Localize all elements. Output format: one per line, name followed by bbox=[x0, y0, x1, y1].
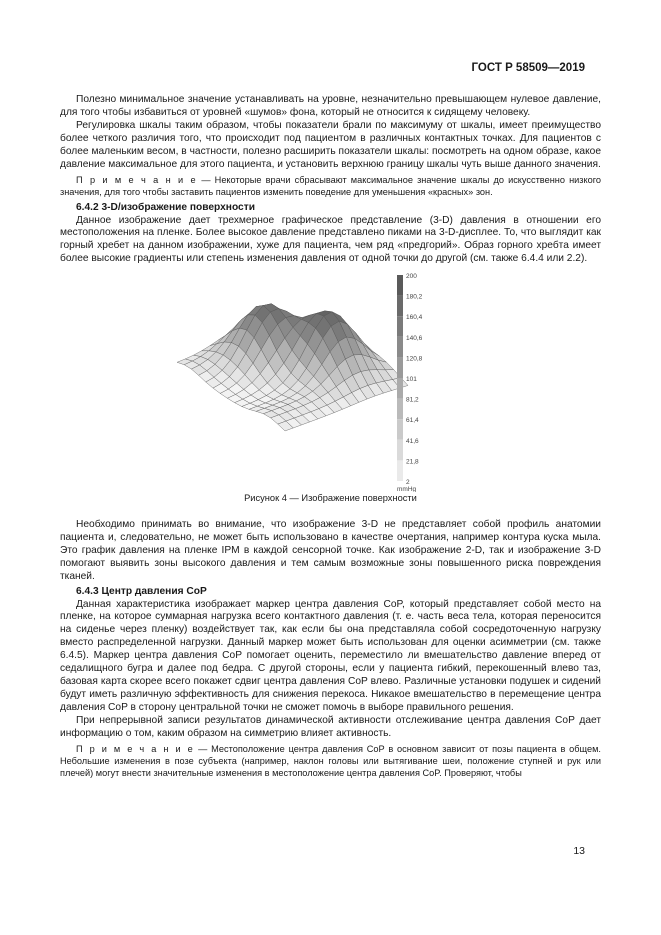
scale-swatch bbox=[397, 358, 403, 379]
page-number: 13 bbox=[573, 845, 585, 857]
scale-swatch bbox=[397, 399, 403, 420]
standard-header: ГОСТ Р 58509—2019 bbox=[471, 62, 585, 74]
scale-label: 101 bbox=[406, 376, 417, 384]
surface-mesh bbox=[177, 304, 408, 431]
note bbox=[60, 744, 601, 779]
scale-label: 140,6 bbox=[406, 334, 423, 342]
scale-swatch bbox=[397, 378, 403, 399]
paragraph: Полезно минимальное значение устанавливать на уровне, незначительно превышающем нулевое давление, для того чтобы избавиться от уровней «шумов» фона, который не относится к сидящему человеку. bbox=[60, 94, 601, 118]
paragraph: При непрерывной записи результатов динамической активности отслеживание центра давления CoP дает информацию о том, каким образом на симметрию влияет активность. bbox=[60, 714, 601, 739]
scale-label: 120,8 bbox=[406, 355, 423, 363]
figure bbox=[60, 272, 601, 492]
scale-swatch bbox=[397, 337, 403, 358]
scale-swatch bbox=[397, 316, 403, 337]
scale-swatch bbox=[397, 419, 403, 440]
scale-label: 61,4 bbox=[406, 417, 419, 425]
paragraph: Регулировка шкалы таким образом, чтобы показатели брали по максимуму от шкалы, имеет преимущество более четкого различия того, что происходит под пациентом в различных контактных точках. Для пациентов с более маленьким весом, в частности, полезно расширить показатели шкалы: посмотреть на одном образе, какое давление максимальное для этого пациента, и установить верхнюю границу шкалы чуть выше данного значения. bbox=[60, 119, 601, 170]
section-heading: 6.4.3 Центр давления CoP bbox=[76, 585, 207, 597]
figure-caption: Рисунок 4 — Изображение поверхности bbox=[244, 493, 417, 504]
paragraph: Необходимо принимать во внимание, что изображение 3-D не представляет собой профиль анатомии пациента и, следовательно, не может быть использовано в качестве очертания, например контура куска мыла. Это график давления на пленке IPM в каждой сенсорной точке. Как изображение 2-D, так и изображение 3-D помогают выявить зоны высокого давления и тем самым возможные зоны повышенного риска повреждения тканей. bbox=[60, 519, 601, 582]
surface-plot bbox=[60, 272, 601, 492]
paragraph: Данное изображение дает трехмерное графическое представление (3-D) давления в отношении его местоположения на пленке. Более высокое давление представлено пиками на 3-D-дисплее. То, что выглядит как горный хребет на данном изображении, хуже для пациента, чем ряд «предгорий». Образ горного хребта имеет более высокие градиенты или степень изменения давления от одной точки до другой (см. также 6.4.4 или 2.2). bbox=[60, 214, 601, 265]
scale-label: 41,6 bbox=[406, 437, 419, 445]
scale-swatch bbox=[397, 440, 403, 461]
scale-label: 21,8 bbox=[406, 458, 419, 466]
scale-unit: mmHg bbox=[397, 486, 417, 493]
note-label: П р и м е ч а н и е bbox=[76, 175, 198, 186]
note-text: — Некоторые врачи сбрасывают максимальное значение шкалы до искусственно низкого значения, для того чтобы заставить пациентов изменить поведение для уменьшения «красных» зон. bbox=[60, 175, 602, 198]
note bbox=[60, 175, 601, 198]
note-label: П р и м е ч а н и е bbox=[76, 744, 195, 755]
paragraph: Данная характеристика изображает маркер центра давления CoP, который представляет собой место на пленке, на которое суммарная нагрузка всего контактного давления (т. е. часть веса тела, которая переносится на сиденье через пленку) воздействует так, как если бы она представляла собой сосредоточенную нагрузку вместо распределенной нагрузки. Данный маркер может быть использован для оценки асимметрии (см. также 6.4.5). Маркер центра давления CoP помогает оценить, переместило ли вмешательство давление вперед от седалищного бугра и далее под бедра. С другой стороны, если у пациента гибкий, перекошенный влево таз, базовая карта скорее всего покажет сдвиг центра давления CoP влево. Различные установки подушек и сидений будут иметь различную эффективность для снижения перекоса. Никакое вмешательство в перемещение центра давления CoP в сторону центральной точки не сможет помочь в выборе правильного решения. bbox=[60, 598, 601, 713]
scale-swatch bbox=[397, 275, 403, 296]
scale-label: 200 bbox=[406, 273, 417, 281]
scale-label: 180,2 bbox=[406, 293, 423, 301]
color-scale bbox=[397, 273, 423, 492]
section-heading: 6.4.2 3-D/изображение поверхности bbox=[76, 201, 255, 213]
scale-label: 2 bbox=[406, 479, 410, 487]
scale-label: 160,4 bbox=[406, 314, 423, 322]
scale-label: 81,2 bbox=[406, 396, 419, 404]
scale-swatch bbox=[397, 461, 403, 482]
scale-swatch bbox=[397, 296, 403, 317]
note-text: — Местоположение центра давления CoP в основном зависит от позы пациента в общем. Небольшие изменения в позе субъекта (например, наклон головы или вытягивание шеи, положение ступней и рук или плечей) могут внести значительные изменения в местоположение центра давления CoP. Проверяют, чтобы bbox=[60, 744, 601, 778]
document-body bbox=[60, 94, 601, 782]
